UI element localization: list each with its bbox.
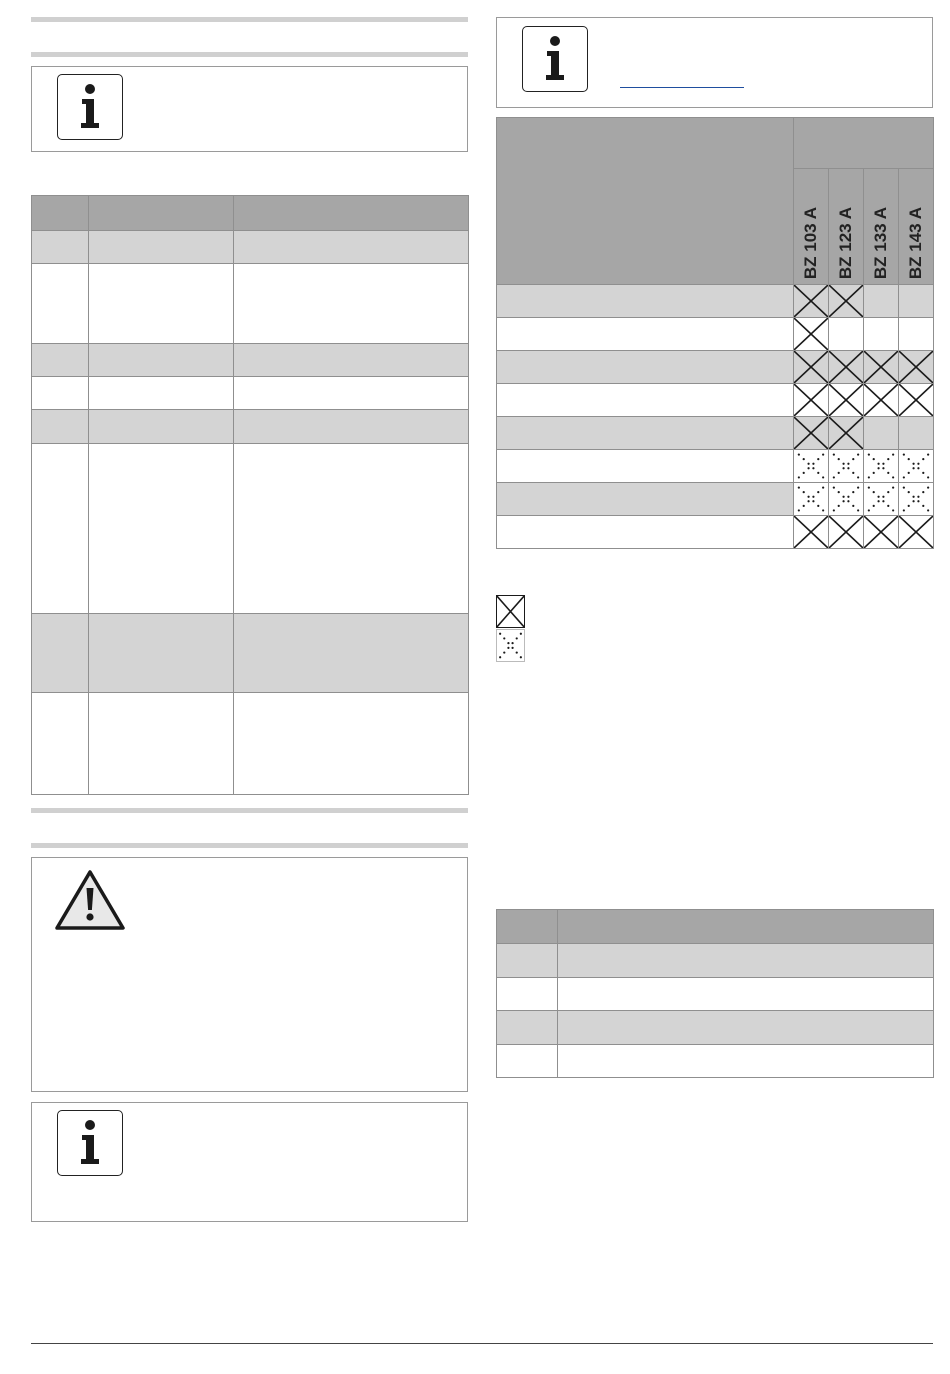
cross-mark-icon xyxy=(899,384,933,416)
cross-mark-icon xyxy=(829,516,863,548)
row-label-cell xyxy=(497,483,794,516)
dotted-cross-mark-icon xyxy=(829,450,863,482)
table-row xyxy=(497,450,934,483)
dotted-cross-mark-icon xyxy=(899,483,933,515)
table-row xyxy=(32,377,469,410)
compatibility-cell xyxy=(899,318,934,351)
compatibility-cell xyxy=(864,483,899,516)
table-row xyxy=(32,693,469,795)
table-row xyxy=(497,285,934,318)
row-label-cell xyxy=(497,417,794,450)
compatibility-cell xyxy=(864,285,899,318)
table-row xyxy=(497,516,934,549)
compatibility-cell xyxy=(829,384,864,417)
compatibility-cell xyxy=(899,351,934,384)
info-icon xyxy=(522,26,588,92)
compatibility-cell xyxy=(829,351,864,384)
info-icon xyxy=(57,74,123,140)
column-header-bz143a: BZ 143 A xyxy=(906,206,925,279)
dotted-cross-mark-icon xyxy=(829,483,863,515)
info-notice-box xyxy=(496,17,933,108)
link-underline[interactable] xyxy=(620,87,744,88)
table-row xyxy=(497,978,934,1011)
warning-icon xyxy=(54,868,126,932)
compatibility-cell xyxy=(899,483,934,516)
row-label-cell xyxy=(497,351,794,384)
cross-mark-icon xyxy=(794,384,828,416)
cross-mark-icon xyxy=(794,318,828,350)
cross-mark-icon xyxy=(794,417,828,449)
column-header-bz123a: BZ 123 A xyxy=(836,206,855,279)
table-row xyxy=(32,444,469,614)
compatibility-table xyxy=(496,117,934,549)
table-row xyxy=(497,483,934,516)
compatibility-cell xyxy=(794,516,829,549)
cross-mark-icon xyxy=(864,516,898,548)
table-row xyxy=(497,1045,934,1078)
compatibility-cell xyxy=(794,483,829,516)
compatibility-cell xyxy=(829,318,864,351)
compatibility-cell xyxy=(899,417,934,450)
compatibility-cell xyxy=(829,483,864,516)
cross-mark-icon xyxy=(864,351,898,383)
designation-table xyxy=(496,909,934,1078)
table-row xyxy=(497,1011,934,1045)
row-label-cell xyxy=(497,318,794,351)
dotted-cross-mark-icon xyxy=(899,450,933,482)
dotted-cross-mark-icon xyxy=(794,450,828,482)
compatibility-cell xyxy=(864,351,899,384)
cross-mark-icon xyxy=(829,351,863,383)
table-row xyxy=(32,344,469,377)
parameter-table xyxy=(31,195,469,795)
compatibility-cell xyxy=(794,351,829,384)
section-rule xyxy=(31,52,468,57)
compatibility-cell xyxy=(794,450,829,483)
cross-mark-icon xyxy=(899,351,933,383)
compatibility-cell xyxy=(864,417,899,450)
compatibility-cell xyxy=(864,516,899,549)
compatibility-cell xyxy=(829,450,864,483)
compatibility-cell xyxy=(794,384,829,417)
cross-mark-icon xyxy=(899,516,933,548)
section-rule xyxy=(31,17,468,22)
table-row xyxy=(32,614,469,693)
compatibility-cell xyxy=(829,417,864,450)
cross-mark-icon xyxy=(829,285,863,317)
table-row xyxy=(497,944,934,978)
info-icon xyxy=(57,1110,123,1176)
info-notice-box xyxy=(31,66,468,152)
row-label-cell xyxy=(497,384,794,417)
compatibility-cell xyxy=(794,318,829,351)
section-rule xyxy=(31,808,468,813)
cross-mark-icon xyxy=(829,384,863,416)
table-row xyxy=(497,318,934,351)
compatibility-cell xyxy=(899,285,934,318)
cross-mark-icon xyxy=(864,384,898,416)
legend-cross-mark-icon xyxy=(496,595,525,628)
table-header-cell xyxy=(497,118,794,285)
table-row xyxy=(497,351,934,384)
compatibility-cell xyxy=(829,285,864,318)
table-header-row xyxy=(497,910,934,944)
column-header-bz103a: BZ 103 A xyxy=(801,206,820,279)
footer-rule xyxy=(31,1343,933,1344)
compatibility-cell xyxy=(864,384,899,417)
compatibility-cell xyxy=(864,450,899,483)
cross-mark-icon xyxy=(794,285,828,317)
column-header-bz133a: BZ 133 A xyxy=(871,206,890,279)
dotted-cross-mark-icon xyxy=(794,483,828,515)
legend xyxy=(496,595,526,663)
row-label-cell xyxy=(497,516,794,549)
table-header-row xyxy=(32,196,469,231)
compatibility-cell xyxy=(899,516,934,549)
compatibility-cell xyxy=(829,516,864,549)
table-row xyxy=(32,231,469,264)
table-row xyxy=(497,384,934,417)
compatibility-cell xyxy=(899,450,934,483)
dotted-cross-mark-icon xyxy=(864,483,898,515)
table-row xyxy=(497,417,934,450)
table-row xyxy=(32,410,469,444)
info-notice-box xyxy=(31,1102,468,1222)
compatibility-cell xyxy=(864,318,899,351)
compatibility-cell xyxy=(794,417,829,450)
cross-mark-icon xyxy=(794,516,828,548)
row-label-cell xyxy=(497,285,794,318)
warning-notice-box xyxy=(31,857,468,1092)
dotted-cross-mark-icon xyxy=(864,450,898,482)
table-row xyxy=(32,264,469,344)
cross-mark-icon xyxy=(794,351,828,383)
legend-dotted-cross-mark-icon xyxy=(497,630,525,662)
table-header-cell xyxy=(794,118,934,169)
compatibility-cell xyxy=(899,384,934,417)
row-label-cell xyxy=(497,450,794,483)
cross-mark-icon xyxy=(829,417,863,449)
section-rule xyxy=(31,843,468,848)
compatibility-cell xyxy=(794,285,829,318)
